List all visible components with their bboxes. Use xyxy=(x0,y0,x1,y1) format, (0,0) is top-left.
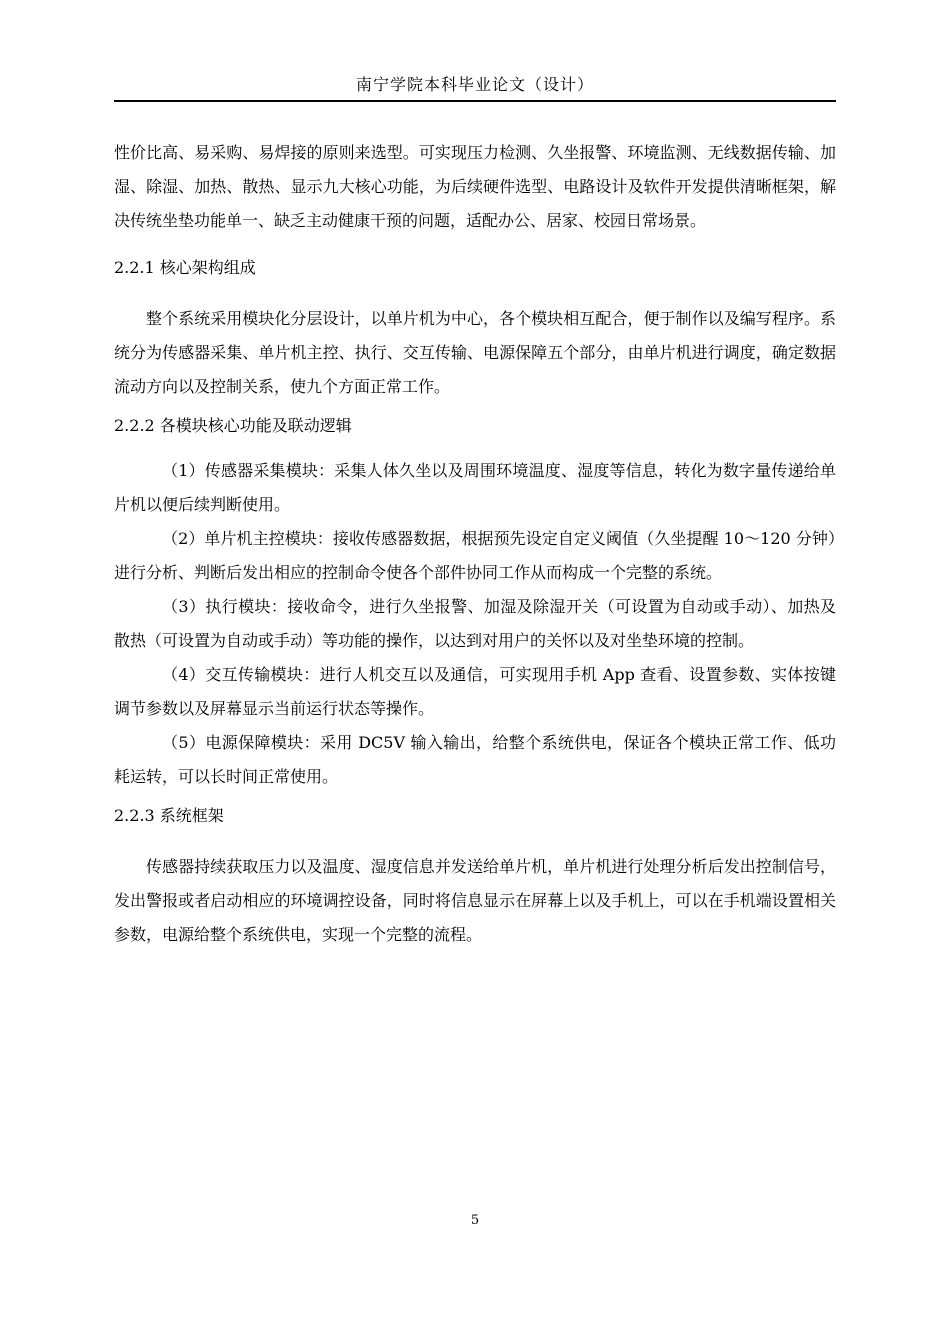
module-item: （3）执行模块：接收命令，进行久坐报警、加湿及除湿开关（可设置为自动或手动）、加热及散热（可设置为自动或手动）等功能的操作，以达到对用户的关怀以及对坐垫环境的控制。 xyxy=(114,597,836,650)
module-item: （1）传感器采集模块：采集人体久坐以及周围环境温度、湿度等信息，转化为数字量传递给单片机以便后续判断使用。 xyxy=(114,461,836,514)
module-item: （5）电源保障模块：采用 DC5V 输入输出，给整个系统供电，保证各个模块正常工作、低功耗运转，可以长时间正常使用。 xyxy=(114,733,836,786)
page-number: 5 xyxy=(470,1213,480,1228)
section-heading-2-2-3: 2.2.3 系统框架 xyxy=(114,806,224,825)
page-header-title: 南宁学院本科毕业论文（设计） xyxy=(355,75,594,94)
section-2-2-3-paragraph: 传感器持续获取压力以及温度、湿度信息并发送给单片机，单片机进行处理分析后发出控制信号，发出警报或者启动相应的环境调控设备，同时将信息显示在屏幕上以及手机上，可以在手机端设置相关参数，电源给整个系统供电，实现一个完整的流程。 xyxy=(114,857,836,944)
intro-paragraph: 性价比高、易采购、易焊接的原则来选型。可实现压力检测、久坐报警、环境监测、无线数据传输、加湿、除湿、加热、散热、显示九大核心功能，为后续硬件选型、电路设计及软件开发提供清晰框架，解决传统坐垫功能单一、缺乏主动健康干预的问题，适配办公、居家、校园日常场景。 xyxy=(114,143,836,230)
module-item: （2）单片机主控模块：接收传感器数据，根据预先设定自定义阈值（久坐提醒 10～120 分钟）进行分析、判断后发出相应的控制命令使各个部件协同工作从而构成一个完整的系统。 xyxy=(114,529,836,582)
module-item: （4）交互传输模块：进行人机交互以及通信，可实现用手机 App 查看、设置参数、实体按键调节参数以及屏幕显示当前运行状态等操作。 xyxy=(114,665,836,718)
page-body xyxy=(114,136,836,952)
section-2-2-1-paragraph: 整个系统采用模块化分层设计，以单片机为中心，各个模块相互配合，便于制作以及编写程序。系统分为传感器采集、单片机主控、执行、交互传输、电源保障五个部分，由单片机进行调度，确定数据流动方向以及控制关系，使九个方面正常工作。 xyxy=(114,309,836,396)
section-heading-2-2-1: 2.2.1 核心架构组成 xyxy=(114,258,256,277)
header-rule xyxy=(114,100,836,102)
section-heading-2-2-2: 2.2.2 各模块核心功能及联动逻辑 xyxy=(114,416,352,435)
